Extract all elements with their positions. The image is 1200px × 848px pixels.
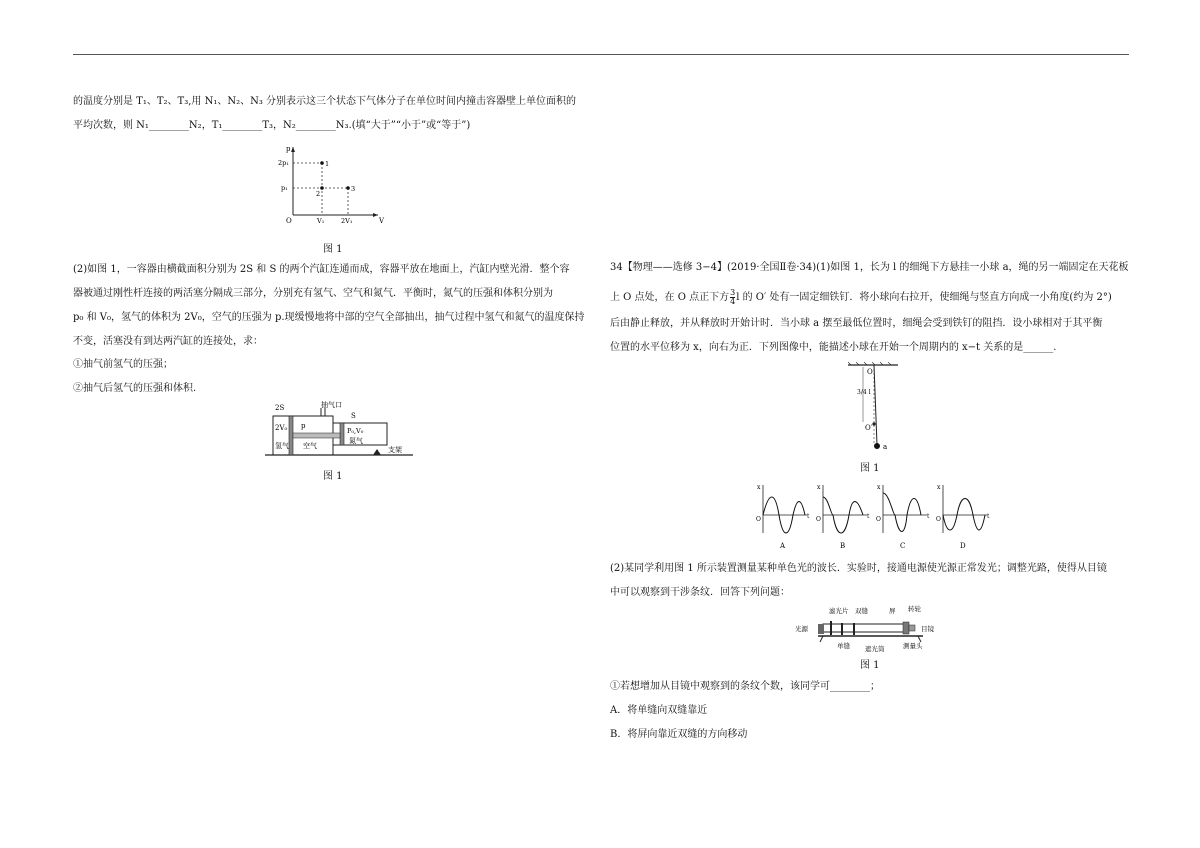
p2-line4: 不变，活塞没有到达两汽缸的连接处，求： [73, 336, 263, 347]
svg-text:单缝: 单缝 [837, 642, 850, 650]
support [373, 449, 381, 455]
pv-point-3 [346, 186, 350, 190]
graph-label-b: B [840, 542, 846, 550]
pendulum-diagram [843, 362, 903, 454]
svg-text:2S: 2S [275, 404, 285, 412]
measuring-head [903, 622, 909, 634]
svg-text:x: x [937, 484, 941, 491]
svg-text:测量头: 测量头 [903, 642, 923, 650]
double-slit [853, 623, 855, 635]
filter [830, 621, 832, 635]
svg-text:t: t [927, 513, 930, 520]
piston-right [340, 423, 344, 445]
svg-text:O: O [876, 516, 881, 523]
tube [823, 624, 908, 632]
q34-line1: 34【物理——选修 3−4】(2019·全国Ⅱ卷·34)(1)如图 1，长为 l 的细绳下方悬挂一小球 a，绳的另一端固定在天花板 [610, 262, 1129, 273]
svg-text:t: t [987, 513, 990, 520]
pv-origin: O [286, 217, 292, 225]
p1-line1: 的温度分别是 T₁、T₂、T₃,用 N₁、N₂、N₃ 分别表示这三个状态下气体分子在单位时间内撞击容器壁上单位面积的 [73, 96, 577, 107]
pv-v1: V₁ [317, 217, 325, 225]
svg-text:1: 1 [325, 160, 330, 168]
single-slit [841, 623, 843, 635]
graph-label-d: D [960, 542, 966, 550]
svg-text:遮光筒: 遮光筒 [865, 645, 885, 653]
svg-text:目镜: 目镜 [921, 625, 934, 633]
graph-label-a: A [780, 542, 786, 550]
svg-text:转轮: 转轮 [908, 605, 921, 613]
graph-c [876, 484, 930, 550]
svg-text:2: 2 [316, 190, 321, 198]
q34-line2: 上 O 点处，在 O 点正下方 $\frac{3}{4}$ l 的 O′ 处有一固定细铁钉．将小球向右拉开，使细绳与竖直方向成一小角度(约为 2°) [610, 288, 1112, 306]
pv-p-label: p [286, 145, 291, 153]
optical-bench [793, 604, 953, 654]
svg-text:屏: 屏 [889, 607, 896, 615]
question-1: ①抽气前氢气的压强； [73, 359, 173, 370]
pv-diagram [278, 145, 388, 225]
question-2: ②抽气后氢气的压强和体积. [73, 383, 197, 394]
pv-2v1: 2V₁ [341, 217, 353, 225]
svg-text:t: t [807, 513, 810, 520]
p2-line2: 中可以观察到干涉条纹．回答下列问题： [610, 587, 790, 598]
option-b: B．将屏向靠近双缝的方向移动 [610, 729, 748, 740]
fig-cyl-caption: 图 1 [323, 471, 343, 482]
svg-text:滤光片: 滤光片 [829, 607, 849, 615]
graph-label-c: C [900, 542, 906, 550]
svg-text:支架: 支架 [388, 446, 402, 454]
svg-text:空气: 空气 [303, 442, 317, 450]
p2-line1: (2)某同学利用图 1 所示装置测量某种单色光的波长．实验时，接通电源使光源正常发光；调整光路，使得从目镜 [610, 563, 1107, 574]
ball [874, 443, 880, 449]
pv-2p1: 2p₁ [278, 159, 289, 167]
svg-text:O′: O′ [865, 424, 873, 432]
p1-line2: 平均次数，则 N₁________N₂，T₁________T₃，N₂________N₃.(填“大于”“小于”或“等于”) [73, 120, 471, 131]
eyepiece [909, 625, 915, 631]
svg-text:O: O [756, 516, 761, 523]
q34-line3: 后由静止释放，并从释放时开始计时．当小球 a 摆至最低位置时，细绳会受到铁钉的阻挡．设小球相对于其平衡 [610, 318, 1103, 329]
header-rule [73, 54, 1129, 55]
svg-text:x: x [817, 484, 821, 491]
fig-pv-caption: 图 1 [323, 244, 343, 255]
svg-text:a: a [883, 443, 888, 451]
graph-d [936, 484, 990, 550]
option-a: A．将单缝向双缝靠近 [610, 705, 708, 716]
svg-text:t: t [867, 513, 870, 520]
q34-line4: 位置的水平位移为 x，向右为正．下列图像中，能描述小球在开始一个周期内的 x−t 关系的是______. [610, 342, 1057, 353]
p2-line2: 器被通过刚性杆连接的两活塞分隔成三部分，分别充有氢气、空气和氮气．平衡时，氮气的压强和体积分别为 [73, 288, 553, 299]
fig-bench-caption: 图 1 [860, 660, 880, 671]
svg-text:氢气: 氢气 [275, 442, 289, 450]
graph-a [756, 484, 810, 550]
svg-text:光源: 光源 [795, 625, 808, 633]
pv-v-label: V [379, 217, 385, 225]
svg-text:x: x [877, 484, 881, 491]
svg-text:2V₀: 2V₀ [275, 424, 288, 432]
rigid-rod [293, 433, 340, 438]
fraction: $\frac{3}{4}$ [730, 288, 736, 306]
svg-text:p: p [301, 422, 306, 430]
string [874, 365, 877, 445]
svg-text:O: O [816, 516, 821, 523]
svg-text:x: x [757, 484, 761, 491]
fig-pend-caption: 图 1 [860, 463, 880, 474]
p2-line3: p₀ 和 V₀，氢气的体积为 2V₀，空气的压强为 p.现缓慢地将中部的空气全部抽出，抽气过程中氢气和氮气的温度保持 [73, 312, 585, 323]
svg-text:氮气: 氮气 [349, 437, 363, 445]
question-1: ①若想增加从目镜中观察到的条纹个数，该同学可________； [610, 681, 880, 692]
svg-text:3: 3 [351, 185, 356, 193]
xt-graphs [755, 481, 995, 551]
pv-point-1 [320, 161, 324, 165]
svg-text:3/4 l: 3/4 l [857, 389, 871, 396]
nail [872, 422, 875, 425]
cylinder-diagram [263, 400, 418, 462]
svg-text:O: O [867, 368, 873, 376]
svg-text:O: O [936, 516, 941, 523]
svg-text:P₀,V₀: P₀,V₀ [347, 427, 364, 435]
svg-text:S: S [351, 412, 356, 420]
light-source [818, 624, 824, 634]
graph-b [816, 484, 870, 550]
pv-point-2 [320, 186, 324, 190]
piston-left [289, 416, 293, 455]
svg-text:双缝: 双缝 [855, 607, 868, 615]
pv-p1: p₁ [281, 184, 288, 192]
svg-text:抽气口: 抽气口 [321, 401, 342, 409]
p2-line1: (2)如图 1，一容器由横截面积分别为 2S 和 S 的两个汽缸连通而成，容器平放在地面上，汽缸内壁光滑．整个容 [73, 264, 570, 275]
